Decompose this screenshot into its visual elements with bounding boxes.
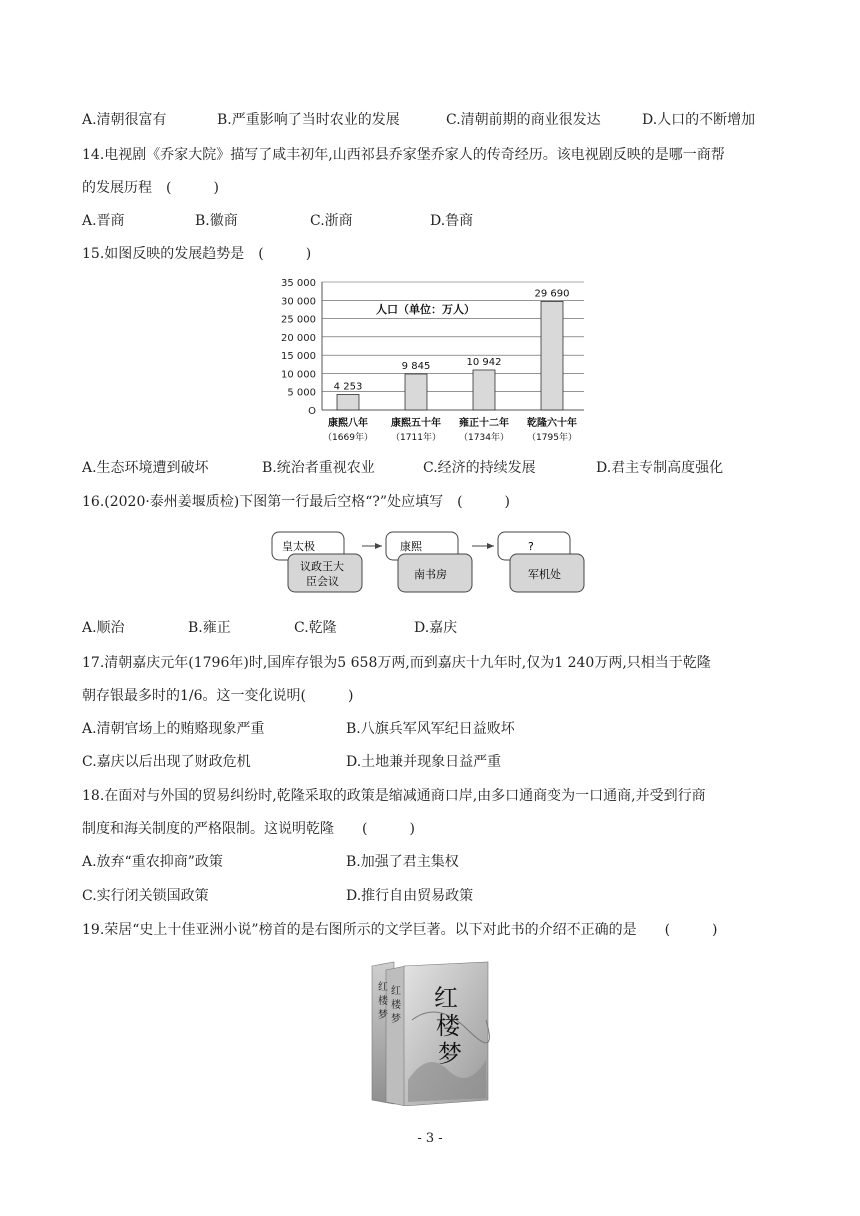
q15-option-b: B.统治者重视农业 [262,460,375,476]
q14-stem-line1: 14.电视剧《乔家大院》描写了咸丰初年,山西祁县乔家堡乔家人的传奇经历。该电视剧反映的是哪一商帮 [82,147,725,163]
q18-option-a: A.放弃“重农抑商”政策 [82,854,223,870]
q16-option-b: B.雍正 [188,620,231,636]
flow-diagram [270,530,590,600]
bar-value-label: 4 253 [333,381,363,393]
flow-label-top-2: 康熙 [400,540,422,553]
bar-value-label: 29 690 [534,288,570,300]
x-tick-label: 康熙八年 [328,418,368,429]
bar [473,370,495,410]
flow-label-bottom-1b: 臣会议 [306,575,339,588]
x-tick-label: 雍正十二年 [459,418,509,429]
q18-stem-line1: 18.在面对与外国的贸易纠纷时,乾隆采取的政策是缩减通商口岸,由多口通商变为一口通商,并受到行商 [82,788,706,804]
q17-option-b: B.八旗兵军风军纪日益败坏 [346,721,515,737]
q15-option-c: C.经济的持续发展 [423,460,536,476]
svg-text:红: 红 [378,982,388,993]
q15-option-d: D.君主专制高度强化 [596,460,724,476]
book-cover-image [368,960,490,1106]
y-tick-label: 30 000 [281,296,316,308]
q16-stem: 16.(2020·泰州姜堰质检)下图第一行最后空格“?”处应填写 ( ) [82,494,511,510]
y-tick-label: 20 000 [281,332,316,344]
q14-option-d: D.鲁商 [430,213,474,229]
bar-value-label: 9 845 [401,360,431,372]
bar [541,301,563,410]
q16-option-d: D.嘉庆 [414,620,458,636]
x-tick-label: 乾隆六十年 [527,418,577,429]
q14-stem-line2: 的发展历程 ( ) [82,180,219,196]
q16-option-a: A.顺治 [82,620,125,636]
x-tick-year: （1734年） [459,433,509,443]
q18-option-b: B.加强了君主集权 [346,854,459,870]
q17-option-d: D.土地兼并现象日益严重 [346,754,502,770]
population-bar-chart [266,272,596,450]
flow-label-bottom-3: 军机处 [528,568,561,581]
q13-option-c: C.清朝前期的商业很发达 [446,112,601,128]
q18-option-c: C.实行闭关锁国政策 [82,888,209,904]
x-tick-year: （1795年） [527,433,577,443]
q19-stem: 19.荣居“史上十佳亚洲小说”榜首的是右图所示的文学巨著。以下对此书的介绍不正确的是 ( ) [82,922,718,938]
flow-label-top-3: ? [528,540,534,553]
q13-option-d: D.人口的不断增加 [642,112,756,128]
flow-label-top-1: 皇太极 [282,540,315,553]
q17-option-c: C.嘉庆以后出现了财政危机 [82,754,251,770]
svg-text:红: 红 [391,986,401,997]
y-tick-label: 25 000 [281,314,316,326]
q17-option-a: A.清朝官场上的贿赂现象严重 [82,721,265,737]
bar-value-label: 10 942 [466,356,502,368]
x-tick-year: （1711年） [391,433,441,443]
book-title-text-1: 红 [434,984,458,1012]
svg-text:楼: 楼 [378,996,388,1007]
page-number: - 3 - [417,1131,443,1146]
bar [405,374,427,410]
q14-option-b: B.徽商 [195,213,238,229]
q17-stem-line2: 朝存银最多时的1/6。这一变化说明( ) [82,688,354,704]
q13-option-a: A.清朝很富有 [82,112,167,128]
q18-stem-line2: 制度和海关制度的严格限制。这说明乾隆 ( ) [82,821,415,837]
svg-text:梦: 梦 [391,1014,401,1025]
y-tick-label: O [308,406,316,417]
q17-stem-line1: 17.清朝嘉庆元年(1796年)时,国库存银为5 658万两,而到嘉庆十九年时,仅为1 240万两,只相当于乾隆 [82,655,711,671]
bar [337,394,359,410]
flow-label-bottom-2: 南书房 [414,568,447,581]
q14-option-c: C.浙商 [310,213,353,229]
q16-option-c: C.乾隆 [294,620,337,636]
q18-option-d: D.推行自由贸易政策 [346,888,474,904]
q15-option-a: A.生态环境遭到破坏 [82,460,209,476]
book-title-text-2: 楼 [436,1012,460,1040]
chart-title: 人口（单位：万人） [376,303,475,316]
x-tick-label: 康熙五十年 [391,418,441,429]
y-tick-label: 35 000 [281,278,316,289]
y-tick-label: 10 000 [281,369,316,381]
y-tick-label: 5 000 [287,387,316,399]
q14-option-a: A.晋商 [82,213,125,229]
x-tick-year: （1669年） [323,433,373,443]
y-tick-label: 15 000 [281,351,316,363]
book-title-text-3: 梦 [438,1040,462,1068]
q13-option-b: B.严重影响了当时农业的发展 [217,112,400,128]
flow-label-bottom-1a: 议政王大 [300,560,344,573]
svg-text:梦: 梦 [378,1010,388,1021]
q15-stem: 15.如图反映的发展趋势是 ( ) [82,246,312,262]
svg-text:楼: 楼 [391,1000,401,1011]
